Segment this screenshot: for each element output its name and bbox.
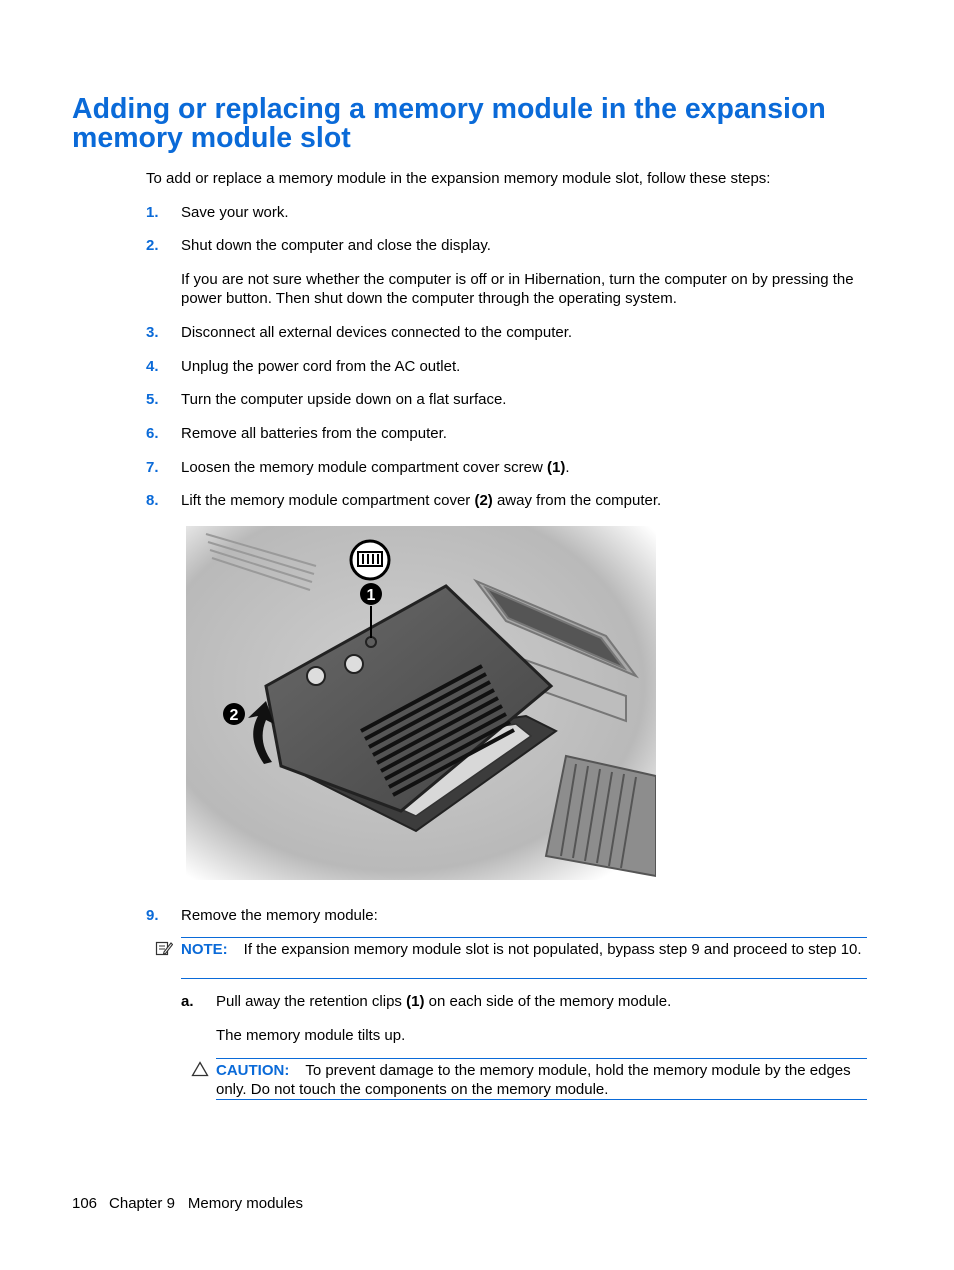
note-content	[181, 940, 871, 959]
callout-2-label: 2	[229, 707, 239, 724]
step-number: 4.	[146, 358, 159, 375]
page-number: 106	[72, 1195, 98, 1212]
caution-label: CAUTION:	[216, 1062, 290, 1079]
step-text: Shut down the computer and close the display.	[181, 237, 491, 254]
step-text: Remove all batteries from the computer.	[181, 425, 447, 442]
note-pencil-icon	[155, 939, 173, 957]
step-text: Save your work.	[181, 204, 289, 221]
step-number: 8.	[146, 492, 159, 509]
caution-bottom-rule	[216, 1099, 867, 1100]
callout-ref: (1)	[406, 993, 425, 1010]
caution-warning-icon	[191, 1061, 209, 1077]
step-number: 9.	[146, 907, 159, 924]
step-text-part: Lift the memory module compartment cover	[181, 492, 475, 509]
step-text	[181, 458, 570, 477]
page-title: Adding or replacing a memory module in the expansion memory module slot	[72, 93, 826, 154]
footer-section: Memory modules	[187, 1195, 303, 1212]
memory-compartment-illustration	[186, 526, 656, 880]
step-text	[181, 491, 661, 510]
substep-text-part: Pull away the retention clips	[216, 993, 407, 1010]
step-number: 7.	[146, 459, 159, 476]
step-text-part: Loosen the memory module compartment cover screw	[181, 459, 547, 476]
footer-chapter: Chapter 9	[109, 1195, 175, 1212]
note-top-rule	[181, 937, 867, 938]
substep-letter: a.	[181, 993, 194, 1010]
page-footer	[72, 1194, 303, 1213]
step-number: 2.	[146, 237, 159, 254]
substep-subtext: The memory module tilts up.	[216, 1027, 406, 1044]
step-text: Disconnect all external devices connected to the computer.	[181, 324, 573, 341]
step-text: Remove the memory module:	[181, 907, 378, 924]
step-text: Unplug the power cord from the AC outlet.	[181, 358, 461, 375]
step-text-part: .	[565, 459, 570, 476]
step-number: 5.	[146, 391, 159, 408]
step-number: 1.	[146, 204, 159, 221]
note-text: If the expansion memory module slot is not populated, bypass step 9 and proceed to step 10.	[243, 941, 862, 958]
caution-top-rule	[216, 1058, 867, 1059]
intro-text: To add or replace a memory module in the expansion memory module slot, follow these steps:	[146, 170, 771, 187]
step-number: 6.	[146, 425, 159, 442]
step-2-subtext: If you are not sure whether the computer is off or in Hibernation, turn the computer on by pressing the power button. Then shut down the computer through the operating system.	[181, 271, 854, 307]
caution-text: To prevent damage to the memory module, hold the memory module by the edges only. Do not touch the components on the memory module.	[216, 1062, 851, 1098]
callout-ref: (2)	[474, 492, 493, 509]
substep-text-part: on each side of the memory module.	[424, 993, 672, 1010]
substep-text	[216, 992, 671, 1011]
step-text: Turn the computer upside down on a flat surface.	[181, 391, 507, 408]
note-bottom-rule	[181, 978, 867, 979]
caution-content	[216, 1061, 871, 1099]
callout-1-label: 1	[366, 587, 376, 604]
step-number: 3.	[146, 324, 159, 341]
callout-ref: (1)	[546, 459, 566, 476]
step-text-part: away from the computer.	[492, 492, 662, 509]
note-label: NOTE:	[181, 941, 228, 958]
